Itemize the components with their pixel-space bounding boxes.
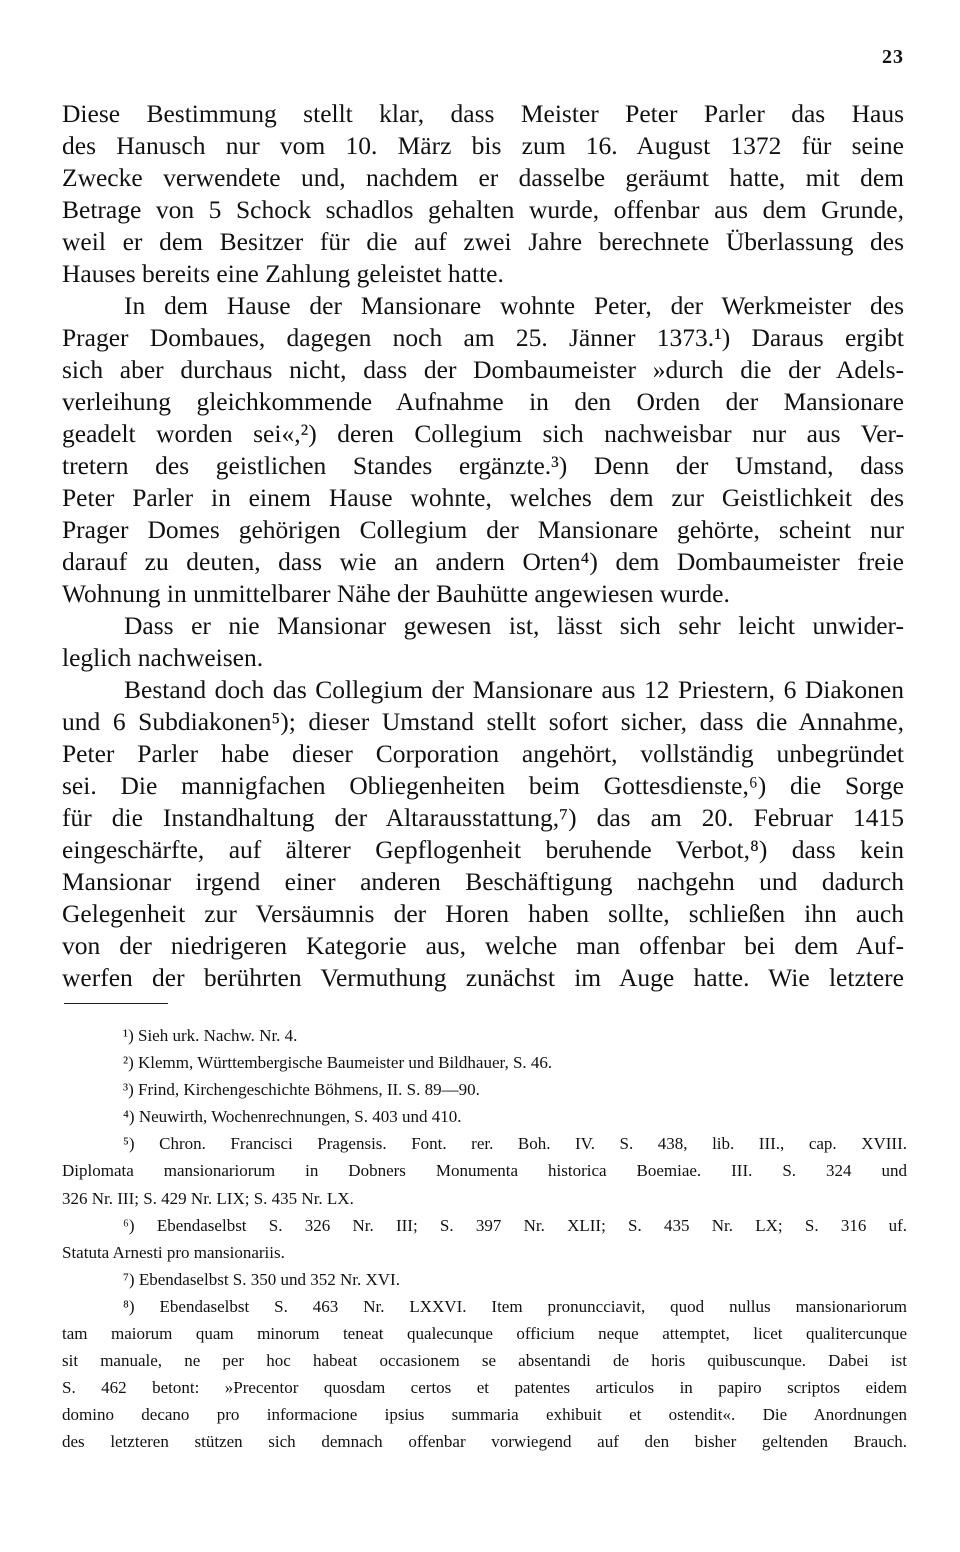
footnote-line: ⁵) Chron. Francisci Pragensis. Font. rer. Boh. IV. S. 438, lib. III., cap. XVIII. (123, 1134, 907, 1154)
footnote-line: ⁴) Neuwirth, Wochenrechnungen, S. 403 und 410. (123, 1107, 462, 1127)
body-line: verleihung gleichkommende Aufnahme in den Orden der Mansionare (62, 387, 904, 416)
body-line: geadelt worden sei«,²) deren Collegium sich nachweisbar nur aus Ver- (62, 419, 904, 448)
body-line: Peter Parler in einem Hause wohnte, welches dem zur Geistlichkeit des (62, 483, 904, 512)
footnote-line: sit manuale, ne per hoc habeat occasionem se absentandi de horis quibuscunque. Dabei ist (62, 1351, 907, 1371)
body-line: Mansionar irgend einer anderen Beschäftigung nachgehn und dadurch (62, 867, 904, 896)
page-number: 23 (882, 46, 904, 68)
footnote-line: Diplomata mansionariorum in Dobners Monumenta historica Boemiae. III. S. 324 und (62, 1161, 907, 1181)
body-line: In dem Hause der Mansionare wohnte Peter, der Werkmeister des (124, 291, 904, 320)
body-line: Betrage von 5 Schock schadlos gehalten wurde, offenbar aus dem Grunde, (62, 195, 904, 224)
body-line: Hauses bereits eine Zahlung geleistet hatte. (62, 259, 504, 288)
footnote-line: 326 Nr. III; S. 429 Nr. LIX; S. 435 Nr. LX. (62, 1188, 354, 1208)
footnote-line: domino decano pro informacione ipsius summaria exhibuit et ostendit«. Die Anordnungen (62, 1405, 907, 1425)
footnote-line: ⁸) Ebendaselbst S. 463 Nr. LXXVI. Item pronuncciavit, quod nullus mansionariorum (123, 1296, 907, 1316)
body-line: weil er dem Besitzer für die auf zwei Jahre berechnete Überlassung des (62, 227, 904, 256)
body-line: Wohnung in unmittelbarer Nähe der Bauhütte angewiesen wurde. (62, 579, 730, 608)
footnote-line: ³) Frind, Kirchengeschichte Böhmens, II. S. 89—90. (123, 1080, 480, 1100)
body-line: und 6 Subdiakonen⁵); dieser Umstand stellt sofort sicher, dass die Annahme, (62, 707, 904, 736)
body-line: des Hanusch nur vom 10. März bis zum 16. August 1372 für seine (62, 131, 904, 160)
footnote-separator (64, 1003, 168, 1004)
body-line: für die Instandhaltung der Altarausstattung,⁷) das am 20. Februar 1415 (62, 803, 904, 832)
body-line: eingeschärfte, auf älterer Gepflogenheit beruhende Verbot,⁸) dass kein (62, 835, 904, 864)
body-line: darauf zu deuten, dass wie an andern Orten⁴) dem Dombaumeister freie (62, 547, 904, 576)
body-text (62, 98, 904, 994)
body-line: Prager Dombaues, dagegen noch am 25. Jänner 1373.¹) Daraus ergibt (62, 323, 904, 352)
footnote-line: Statuta Arnesti pro mansionariis. (62, 1242, 285, 1262)
body-line: Diese Bestimmung stellt klar, dass Meister Peter Parler das Haus (62, 99, 904, 128)
body-line: von der niedrigeren Kategorie aus, welche man offenbar bei dem Auf- (62, 931, 904, 960)
body-line: Gelegenheit zur Versäumnis der Horen haben sollte, schließen ihn auch (62, 899, 904, 928)
footnote-line: S. 462 betont: »Precentor quosdam certos et patentes articulos in papiro scriptos eidem (62, 1378, 907, 1398)
body-line: Dass er nie Mansionar gewesen ist, lässt sich sehr leicht unwider- (124, 611, 904, 640)
body-line: sei. Die mannigfachen Obliegenheiten beim Gottesdienste,⁶) die Sorge (62, 771, 904, 800)
footnote-line: ¹) Sieh urk. Nachw. Nr. 4. (123, 1026, 298, 1045)
body-line: Prager Domes gehörigen Collegium der Mansionare gehörte, scheint nur (62, 515, 904, 544)
footnote-line: des letzteren stützen sich demnach offenbar vorwiegend auf den bisher geltenden Brauch. (62, 1432, 907, 1452)
footnote-line: ⁶) Ebendaselbst S. 326 Nr. III; S. 397 Nr. XLII; S. 435 Nr. LX; S. 316 uf. (123, 1215, 907, 1235)
body-line: werfen der berührten Vermuthung zunächst im Auge hatte. Wie letztere (62, 963, 904, 992)
footnote-line: tam maiorum quam minorum teneat qualecunque officium neque attemptet, licet qualitercunque (62, 1324, 907, 1344)
footnote-line: ⁷) Ebendaselbst S. 350 und 352 Nr. XVI. (123, 1269, 400, 1289)
footnote-line: ²) Klemm, Württembergische Baumeister und Bildhauer, S. 46. (123, 1053, 553, 1073)
body-line: Bestand doch das Collegium der Mansionare aus 12 Priestern, 6 Diakonen (124, 675, 904, 704)
footnotes (62, 1022, 907, 1456)
body-line: leglich nachweisen. (62, 643, 264, 672)
body-line: tretern des geistlichen Standes ergänzte.³) Denn der Umstand, dass (62, 451, 904, 480)
body-line: Peter Parler habe dieser Corporation angehört, vollständig unbegründet (62, 739, 904, 768)
body-line: Zwecke verwendete und, nachdem er dasselbe geräumt hatte, mit dem (62, 163, 904, 192)
body-line: sich aber durchaus nicht, dass der Dombaumeister »durch die der Adels- (62, 355, 904, 384)
